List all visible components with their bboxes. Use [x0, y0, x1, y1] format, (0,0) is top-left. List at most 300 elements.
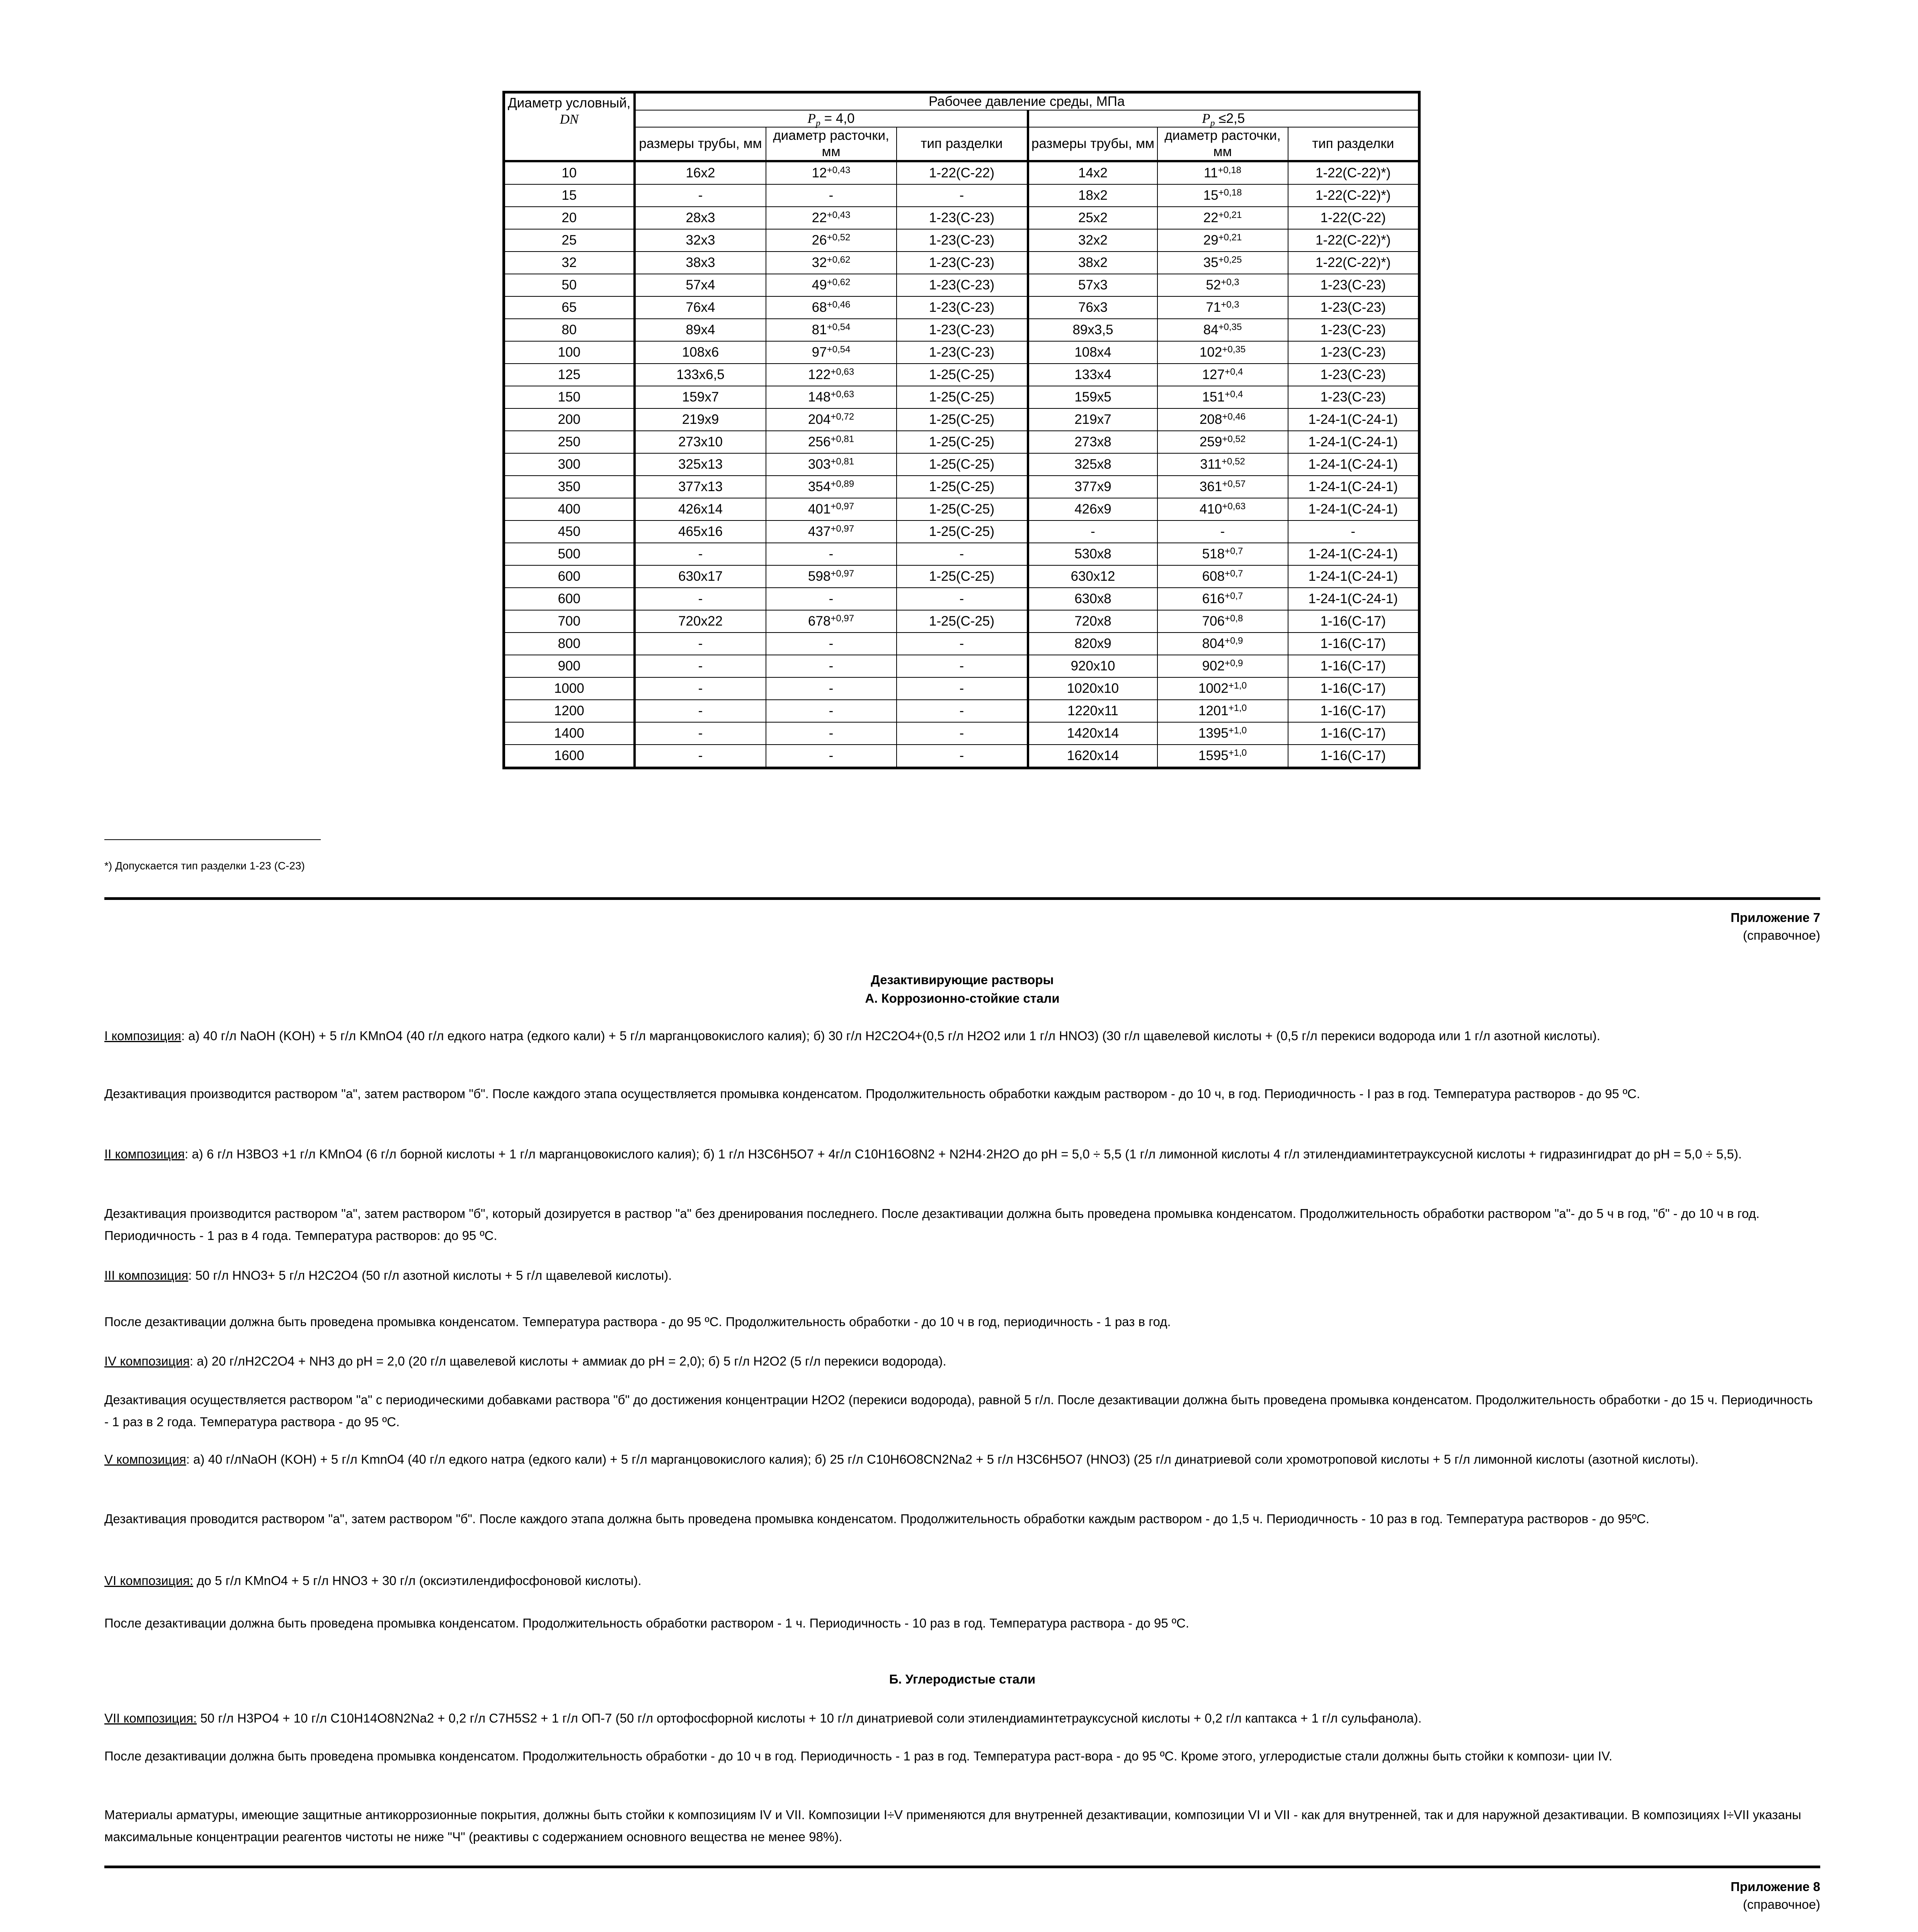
tolerance: +1,0: [1228, 680, 1247, 691]
cell-value: 159x7: [682, 389, 719, 405]
cell-value: 76x3: [1078, 300, 1108, 315]
cell-dn: [504, 386, 635, 408]
cell-bore-p1: [766, 633, 897, 655]
cell-value: 1420x14: [1067, 726, 1119, 741]
cell-dn: [504, 274, 635, 296]
cell-value: 1-24-1(С-24-1): [1308, 591, 1398, 606]
cell-value: 1-25(С-25): [929, 457, 995, 472]
cell-bore-p1: [766, 453, 897, 476]
tolerance: +0,72: [831, 412, 854, 422]
cell-value: 1620x14: [1067, 748, 1119, 763]
cell-size-p1: [635, 431, 766, 453]
cell-value: 151: [1202, 389, 1225, 405]
cell-value: 71: [1206, 300, 1221, 315]
cell-bore-p2: [1157, 252, 1288, 274]
cell-value: -: [698, 726, 703, 741]
cell-value: 300: [558, 457, 580, 472]
cell-type-p2: [1288, 408, 1419, 431]
header-p1: $P_p = 4,0$: [635, 110, 1028, 127]
cell-type-p1: [897, 453, 1028, 476]
cell-size-p2: [1028, 565, 1157, 588]
cell-value: 1-24-1(С-24-1): [1308, 457, 1398, 472]
cell-bore-p1: [766, 207, 897, 229]
cell-size-p2: [1028, 184, 1157, 207]
cell-value: 204: [808, 412, 831, 427]
cell-size-p1: [635, 453, 766, 476]
cell-type-p1: [897, 677, 1028, 700]
cell-value: 133x6,5: [676, 367, 725, 382]
tolerance: +0,21: [1218, 232, 1242, 243]
cell-value: 426x9: [1074, 502, 1111, 517]
cell-bore-p2: [1157, 543, 1288, 565]
cell-size-p2: [1028, 252, 1157, 274]
cell-type-p2: [1288, 498, 1419, 520]
tolerance: +0,54: [827, 344, 851, 355]
comp2-desc: Дезактивация производится раствором "а", затем раствором "б", который дозируется в раствор "а" без дренирования последнего. После дезактивации должна быть проведена промывка конденсатом. Продолжительность обработки раствором "а"- до 5 ч в год, "б" - до 10 ч в год. Периодичность - 1 раз в 4 года. Температура растворов: до 95 ºС.: [104, 1206, 1760, 1243]
header-type-1: тип разделки: [897, 127, 1028, 161]
header-pressure: Рабочее давление среды, МПа: [635, 92, 1419, 111]
table-row: [504, 588, 1419, 610]
cell-value: 1000: [554, 681, 584, 696]
cell-bore-p1: [766, 655, 897, 677]
cell-value: 1-16(С-17): [1320, 614, 1386, 629]
cell-size-p2: [1028, 296, 1157, 319]
cell-size-p1: [635, 184, 766, 207]
cell-value: 410: [1199, 502, 1222, 517]
tolerance: +0,25: [1218, 255, 1242, 265]
cell-type-p2: [1288, 476, 1419, 498]
cell-value: 38x2: [1078, 255, 1108, 270]
cell-value: -: [698, 658, 703, 673]
cell-value: 208: [1199, 412, 1222, 427]
comp1-desc: Дезактивация производится раствором "а", затем раствором "б". После каждого этапа осуществляется промывка конденсатом. Продолжительность обработки каждым раствором - до 10 ч, в год. Периодичность - I раз в год. Температура растворов - до 95 ºС.: [104, 1087, 1640, 1101]
cell-bore-p2: [1157, 610, 1288, 633]
cell-type-p1: [897, 520, 1028, 543]
cell-value: 22: [1203, 210, 1219, 225]
cell-value: -: [959, 546, 964, 561]
cell-value: 804: [1202, 636, 1225, 651]
cell-value: 1-24-1(С-24-1): [1308, 546, 1398, 561]
cell-type-p1: [897, 476, 1028, 498]
comp2: [104, 1143, 1820, 1165]
cell-bore-p2: [1157, 274, 1288, 296]
cell-dn: [504, 319, 635, 341]
cell-value: 108x6: [682, 345, 719, 360]
cell-value: -: [698, 591, 703, 606]
table-row: [504, 274, 1419, 296]
table-row: [504, 476, 1419, 498]
cell-value: 26: [812, 233, 827, 248]
comp3-text: : 50 г/л HNO3+ 5 г/л H2C2O4 (50 г/л азотной кислоты + 5 г/л щавелевой кислоты).: [188, 1268, 672, 1282]
comp6-text: до 5 г/л KMnO4 + 5 г/л HNO3 + 30 г/л (оксиэтилендифосфоновой кислоты).: [193, 1573, 642, 1588]
cell-value: 125: [558, 367, 580, 382]
cell-value: 1-22(С-22)*): [1316, 188, 1391, 203]
cell-size-p1: [635, 274, 766, 296]
cell-value: 52: [1206, 277, 1221, 293]
cell-value: 1-23(С-23): [929, 210, 995, 225]
cell-size-p2: [1028, 453, 1157, 476]
cell-dn: [504, 252, 635, 274]
cell-value: 100: [558, 345, 580, 360]
cell-dn: [504, 677, 635, 700]
cell-dn: [504, 453, 635, 476]
tolerance: +1,0: [1228, 725, 1247, 736]
cell-size-p1: [635, 543, 766, 565]
cell-bore-p2: [1157, 655, 1288, 677]
table-row: [504, 655, 1419, 677]
tolerance: +0,9: [1225, 636, 1243, 646]
materials-note: Материалы арматуры, имеющие защитные антикоррозионные покрытия, должны быть стойки к композициям IV и VII. Композиции I÷V применяются для внутренней дезактивации, композиции VI и VII - как для внутренней, так и для наружной дезактивации. В композициях I÷VII указаны максимальные концентрации реагентов чистоты не ниже "Ч" (реактивы с содержанием основного вещества не менее 98%).: [104, 1808, 1801, 1844]
cell-value: 361: [1199, 479, 1222, 494]
comp6-label: VI композиция:: [104, 1573, 193, 1588]
cell-value: -: [959, 726, 964, 741]
cell-value: 1-16(С-17): [1320, 726, 1386, 741]
cell-type-p1: [897, 431, 1028, 453]
cell-value: 600: [558, 591, 580, 606]
table-row: [504, 161, 1419, 184]
cell-value: 1-23(С-23): [929, 233, 995, 248]
cell-size-p2: [1028, 207, 1157, 229]
cell-value: -: [698, 636, 703, 651]
cell-value: 102: [1199, 345, 1222, 360]
cell-bore-p1: [766, 252, 897, 274]
cell-value: 1-25(С-25): [929, 614, 995, 629]
cell-size-p2: [1028, 700, 1157, 722]
cell-value: 450: [558, 524, 580, 539]
cell-value: 377x9: [1074, 479, 1111, 494]
cell-type-p2: [1288, 677, 1419, 700]
cell-size-p1: [635, 588, 766, 610]
cell-value: 22: [812, 210, 827, 225]
cell-value: 598: [808, 569, 831, 584]
cell-value: 32x3: [686, 233, 715, 248]
cell-size-p1: [635, 700, 766, 722]
cell-value: 256: [808, 434, 831, 449]
cell-value: 902: [1202, 658, 1225, 673]
cell-type-p1: [897, 184, 1028, 207]
tolerance: +0,89: [831, 479, 854, 489]
cell-value: 325x13: [678, 457, 723, 472]
cell-bore-p1: [766, 386, 897, 408]
cell-dn: [504, 610, 635, 633]
cell-size-p1: [635, 341, 766, 364]
tolerance: +0,54: [827, 322, 851, 332]
cell-value: 600: [558, 569, 580, 584]
cell-value: 32: [562, 255, 577, 270]
cell-value: 68: [812, 300, 827, 315]
cell-value: 32: [812, 255, 827, 270]
cell-value: 1200: [554, 703, 584, 718]
cell-value: 311: [1200, 457, 1222, 472]
comp7-label: VII композиция:: [104, 1711, 197, 1725]
cell-value: 1-23(С-23): [1320, 277, 1386, 293]
cell-value: 219x7: [1074, 412, 1111, 427]
cell-type-p1: [897, 565, 1028, 588]
cell-value: -: [829, 591, 834, 606]
cell-value: 678: [808, 614, 831, 629]
cell-size-p1: [635, 655, 766, 677]
cell-size-p1: [635, 722, 766, 745]
comp6: [104, 1570, 1820, 1592]
cell-size-p2: [1028, 722, 1157, 745]
cell-value: 97: [812, 345, 827, 360]
cell-value: 1-16(С-17): [1320, 636, 1386, 651]
cell-value: -: [959, 188, 964, 203]
cell-value: 800: [558, 636, 580, 651]
cell-type-p1: [897, 229, 1028, 252]
table-row: [504, 722, 1419, 745]
cell-type-p2: [1288, 386, 1419, 408]
cell-value: 1-23(С-23): [929, 345, 995, 360]
cell-size-p2: [1028, 408, 1157, 431]
cell-value: 273x10: [678, 434, 723, 449]
app7-title: Дезактивирующие растворы: [871, 973, 1054, 987]
cell-value: -: [959, 681, 964, 696]
cell-size-p2: [1028, 386, 1157, 408]
cell-bore-p2: [1157, 565, 1288, 588]
cell-type-p2: [1288, 341, 1419, 364]
tolerance: +0,18: [1218, 187, 1242, 198]
cell-value: 920x10: [1070, 658, 1115, 673]
cell-dn: [504, 476, 635, 498]
cell-value: -: [829, 658, 834, 673]
cell-type-p1: [897, 498, 1028, 520]
cell-type-p2: [1288, 184, 1419, 207]
header-dn-symbol: DN: [560, 112, 579, 127]
cell-bore-p2: [1157, 364, 1288, 386]
cell-size-p2: [1028, 161, 1157, 184]
cell-type-p1: [897, 161, 1028, 184]
cell-size-p2: [1028, 319, 1157, 341]
cell-bore-p2: [1157, 498, 1288, 520]
comp4: [104, 1350, 1820, 1372]
header-size-2: размеры трубы, мм: [1028, 127, 1157, 161]
cell-bore-p2: [1157, 161, 1288, 184]
cell-value: 273x8: [1074, 434, 1111, 449]
tolerance: +0,63: [831, 389, 854, 400]
cell-bore-p2: [1157, 745, 1288, 768]
cell-type-p1: [897, 341, 1028, 364]
app7-titles: [104, 971, 1820, 1008]
cell-value: 89x4: [686, 322, 715, 337]
tolerance: +0,3: [1221, 299, 1239, 310]
cell-value: 57x4: [686, 277, 715, 293]
cell-bore-p1: [766, 341, 897, 364]
cell-size-p1: [635, 161, 766, 184]
cell-bore-p1: [766, 476, 897, 498]
cell-value: -: [829, 726, 834, 741]
cell-bore-p2: [1157, 341, 1288, 364]
cell-size-p2: [1028, 610, 1157, 633]
cell-type-p1: [897, 364, 1028, 386]
comp5-desc: Дезактивация проводится раствором "а", затем раствором "б". После каждого этапа должна быть проведена промывка конденсатом. Продолжительность обработки каждым раствором - до 1,5 ч. Периодичность - 10 раз в год. Температура растворов - до 95ºС.: [104, 1512, 1649, 1526]
cell-type-p2: [1288, 161, 1419, 184]
cell-type-p2: [1288, 543, 1419, 565]
cell-size-p2: [1028, 677, 1157, 700]
table-row: [504, 207, 1419, 229]
cell-size-p2: [1028, 520, 1157, 543]
cell-dn: [504, 296, 635, 319]
cell-size-p1: [635, 565, 766, 588]
cell-value: -: [1091, 524, 1095, 539]
comp7-desc: После дезактивации должна быть проведена промывка конденсатом. Продолжительность обработки - до 10 ч в год. Периодичность - 1 раз в год. Температура раст-вора - до 95 ºС. Кроме этого, углеродистые стали должны быть стойки к компози- ции IV.: [104, 1749, 1613, 1763]
comp3: [104, 1264, 1820, 1286]
tolerance: +0,7: [1225, 546, 1243, 556]
cell-value: 1-16(С-17): [1320, 703, 1386, 718]
cell-value: 377x13: [678, 479, 723, 494]
cell-size-p1: [635, 745, 766, 768]
cell-size-p2: [1028, 633, 1157, 655]
cell-dn: [504, 341, 635, 364]
cell-value: 700: [558, 614, 580, 629]
cell-size-p1: [635, 207, 766, 229]
cell-value: 1-23(С-23): [1320, 300, 1386, 315]
cell-value: 900: [558, 658, 580, 673]
cell-bore-p1: [766, 722, 897, 745]
tolerance: +0,7: [1225, 591, 1243, 601]
cell-size-p1: [635, 633, 766, 655]
cell-value: 1-23(С-23): [929, 322, 995, 337]
table-row: [504, 252, 1419, 274]
app8-note: (справочное): [1743, 1897, 1820, 1912]
cell-value: 1-23(С-23): [929, 255, 995, 270]
cell-value: 159x5: [1074, 389, 1111, 405]
cell-bore-p1: [766, 520, 897, 543]
cell-value: 200: [558, 412, 580, 427]
tolerance: +0,43: [827, 210, 851, 220]
cell-bore-p2: [1157, 431, 1288, 453]
cell-size-p2: [1028, 498, 1157, 520]
cell-value: 84: [1203, 322, 1219, 337]
cell-type-p2: [1288, 655, 1419, 677]
cell-value: -: [829, 681, 834, 696]
cell-size-p2: [1028, 229, 1157, 252]
table-row: [504, 700, 1419, 722]
cell-value: 1-25(С-25): [929, 502, 995, 517]
cell-value: 437: [808, 524, 831, 539]
tolerance: +0,21: [1218, 210, 1242, 220]
cell-type-p1: [897, 588, 1028, 610]
cell-bore-p2: [1157, 453, 1288, 476]
pipe-dimensions-table-wrap: [502, 91, 1421, 769]
cell-value: 1-25(С-25): [929, 412, 995, 427]
header-p2: $P_p \le 2,5$: [1028, 110, 1419, 127]
tolerance: +0,97: [831, 501, 854, 512]
cell-bore-p1: [766, 296, 897, 319]
cell-dn: [504, 520, 635, 543]
footnote-text: *) Допускается тип разделки 1-23 (С-23): [104, 860, 305, 872]
tolerance: +0,81: [831, 456, 854, 467]
app7-subtitle-b: Б. Углеродистые стали: [889, 1672, 1036, 1686]
cell-bore-p2: [1157, 520, 1288, 543]
comp1-label: I композиция: [104, 1029, 181, 1043]
cell-value: 35: [1203, 255, 1219, 270]
cell-dn: [504, 161, 635, 184]
cell-value: 1395: [1198, 726, 1229, 741]
cell-bore-p2: [1157, 184, 1288, 207]
cell-bore-p1: [766, 229, 897, 252]
cell-value: 630x8: [1074, 591, 1111, 606]
cell-value: 706: [1202, 614, 1225, 629]
comp6-desc: После дезактивации должна быть проведена промывка конденсатом. Продолжительность обработки раствором - 1 ч. Периодичность - 10 раз в год. Температура раствора - до 95 ºС.: [104, 1616, 1189, 1630]
cell-value: -: [1220, 524, 1225, 539]
cell-value: 1-16(С-17): [1320, 748, 1386, 763]
comp2-text: : а) 6 г/л H3BO3 +1 г/л KMnO4 (6 г/л борной кислоты + 1 г/л марганцовокислого калия); б) 1 г/л H3C6H5O7 + 4г/л C10H16O8N2 + N2H4·2H2O до pH = 5,0 ÷ 5,5 (1 г/л лимонной кислоты 4 г/л этилендиаминтетрауксусной кислоты + гидразингидрат до pH = 5,0 ÷ 5,5).: [184, 1147, 1742, 1161]
cell-value: 720x22: [678, 614, 723, 629]
cell-type-p2: [1288, 745, 1419, 768]
header-bore-1: диаметр расточки, мм: [766, 127, 897, 161]
cell-size-p2: [1028, 431, 1157, 453]
tolerance: +1,0: [1228, 748, 1247, 758]
cell-size-p1: [635, 229, 766, 252]
cell-value: 608: [1202, 569, 1225, 584]
table-row: [504, 677, 1419, 700]
app7-label: Приложение 7: [1731, 910, 1820, 925]
cell-dn: [504, 655, 635, 677]
tolerance: +1,0: [1228, 703, 1247, 713]
cell-bore-p2: [1157, 319, 1288, 341]
cell-value: 80: [562, 322, 577, 337]
cell-type-p1: [897, 408, 1028, 431]
table-row: [504, 184, 1419, 207]
tolerance: +0,46: [827, 299, 851, 310]
cell-value: -: [698, 546, 703, 561]
cell-value: -: [959, 591, 964, 606]
cell-value: 350: [558, 479, 580, 494]
cell-bore-p2: [1157, 386, 1288, 408]
cell-bore-p1: [766, 364, 897, 386]
cell-value: 303: [808, 457, 831, 472]
cell-type-p2: [1288, 207, 1419, 229]
comp4-label: IV композиция: [104, 1354, 190, 1368]
cell-size-p2: [1028, 274, 1157, 296]
tolerance: +0,81: [831, 434, 854, 444]
cell-value: 150: [558, 389, 580, 405]
cell-size-p1: [635, 386, 766, 408]
table-row: [504, 498, 1419, 520]
cell-value: 1-25(С-25): [929, 479, 995, 494]
table-row: [504, 408, 1419, 431]
cell-value: -: [829, 546, 834, 561]
cell-value: 28x3: [686, 210, 715, 225]
cell-dn: [504, 565, 635, 588]
header-dn: [504, 92, 635, 162]
cell-type-p1: [897, 700, 1028, 722]
tolerance: +0,35: [1222, 344, 1246, 355]
table-row: [504, 565, 1419, 588]
cell-value: 1-16(С-17): [1320, 681, 1386, 696]
tolerance: +0,57: [1222, 479, 1246, 489]
cell-type-p2: [1288, 229, 1419, 252]
cell-value: 401: [808, 502, 831, 517]
cell-value: 400: [558, 502, 580, 517]
cell-value: 354: [808, 479, 831, 494]
cell-bore-p2: [1157, 588, 1288, 610]
table-body: [504, 161, 1419, 768]
cell-dn: [504, 207, 635, 229]
cell-value: 1-25(С-25): [929, 389, 995, 405]
cell-value: 29: [1203, 233, 1219, 248]
cell-value: 38x3: [686, 255, 715, 270]
cell-type-p1: [897, 633, 1028, 655]
cell-value: 11: [1203, 165, 1218, 180]
cell-value: 1-22(С-22)*): [1316, 165, 1391, 180]
pipe-dimensions-table: [502, 91, 1421, 769]
cell-bore-p1: [766, 161, 897, 184]
tolerance: +0,97: [831, 613, 854, 624]
cell-value: 1-23(С-23): [1320, 367, 1386, 382]
tolerance: +0,62: [827, 277, 851, 287]
